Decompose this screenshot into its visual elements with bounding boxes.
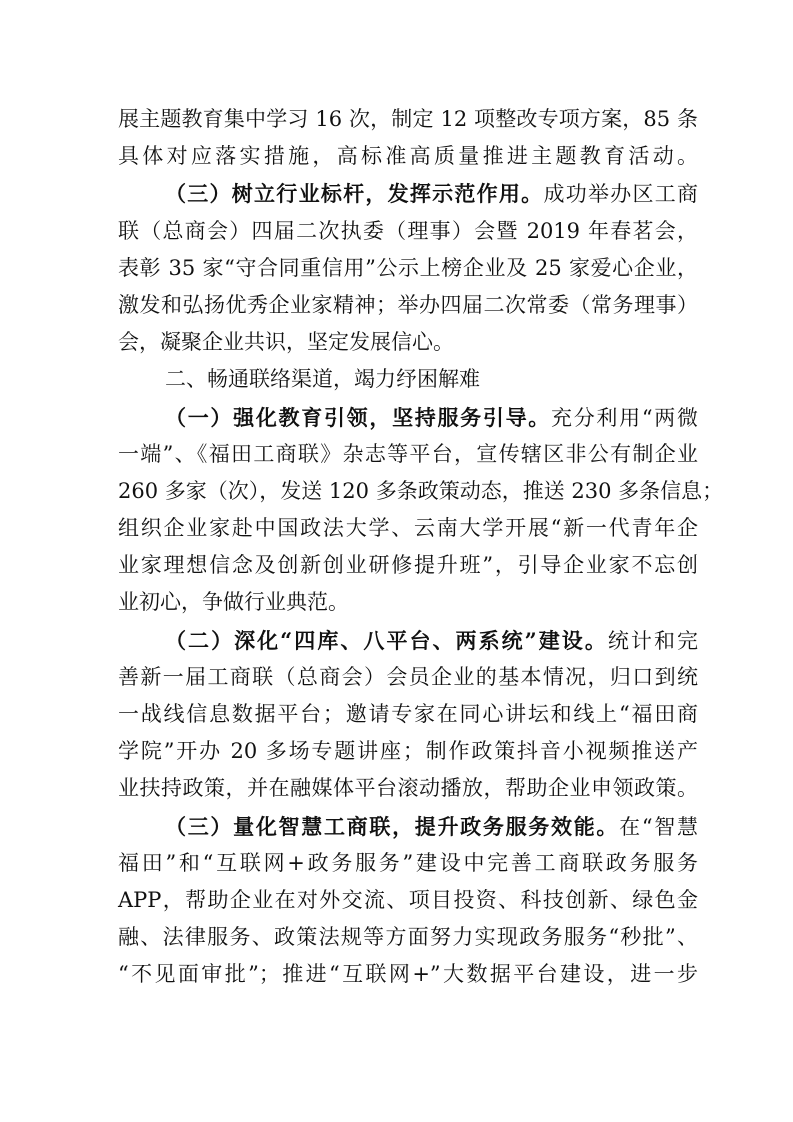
- line-text: 二、畅通联络渠道，竭力纾困解难: [165, 367, 480, 392]
- subsection-title: （二）深化“四库、八平台、两系统”建设。: [165, 627, 608, 653]
- line-text: 联（总商会）四届二次执委（理事）会暨 2019 年春茗会，: [118, 218, 698, 243]
- text-line: [118, 919, 698, 956]
- line-text: 成功举办区工商: [543, 182, 699, 207]
- line-text: 充分利用“两微: [551, 405, 698, 430]
- subsection-title: （一）强化教育引领，坚持服务引导。: [165, 404, 552, 430]
- text-line: [118, 696, 698, 733]
- text-line: [118, 770, 698, 807]
- text-line: [118, 399, 698, 436]
- line-text: 统计和完: [607, 628, 698, 653]
- text-line: [118, 622, 698, 659]
- text-line: [118, 101, 698, 138]
- line-text: 学院”开办 20 多场专题讲座；制作政策抖音小视频推送产: [118, 739, 698, 764]
- text-line: [118, 324, 698, 361]
- text-line: [118, 287, 698, 324]
- line-text: 业初心，争做行业典范。: [118, 590, 349, 615]
- line-text: 一端”、《福田工商联》杂志等平台，宣传辖区非公有制企业: [118, 441, 698, 466]
- line-text: 展主题教育集中学习 16 次，制定 12 项整改专项方案，85 条: [118, 107, 698, 131]
- text-line: [118, 808, 698, 845]
- line-text: 会，凝聚企业共识，坚定发展信心。: [118, 330, 454, 355]
- text-line: [118, 956, 698, 993]
- text-line: [118, 250, 698, 287]
- line-text: 组织企业家赴中国政法大学、云南大学开展“新一代青年企: [118, 516, 698, 541]
- document-page: [118, 101, 724, 994]
- text-line: [118, 733, 698, 770]
- subsection-title: （三）量化智慧工商联，提升政务服务效能。: [165, 813, 620, 839]
- text-line: [118, 845, 698, 882]
- text-line: [118, 138, 698, 175]
- line-text: 业家理想信念及创新创业研修提升班”，引导企业家不忘创: [118, 553, 698, 578]
- line-text: “不见面审批”；推进“互联网+”大数据平台建设，进一步: [118, 962, 698, 987]
- text-line: [118, 584, 698, 621]
- line-text: 激发和弘扬优秀企业家精神；举办四届二次常委（常务理事）: [118, 292, 698, 317]
- text-line: [118, 213, 698, 250]
- text-line: [118, 436, 698, 473]
- text-line: [118, 473, 724, 510]
- text-line: [118, 547, 698, 584]
- line-text: 福田”和“互联网+政务服务”建设中完善工商联政务服务: [118, 850, 698, 875]
- section-heading: [118, 361, 698, 398]
- text-line: [118, 175, 698, 212]
- text-line: [118, 510, 698, 547]
- subsection-title: （三）树立行业标杆，发挥示范作用。: [165, 181, 544, 207]
- line-text: 表彰 35 家“守合同重信用”公示上榜企业及 25 家爱心企业，: [118, 255, 698, 280]
- line-text: 260 多家（次），发送 120 多条政策动态，推送 230 多条信息；: [118, 478, 724, 503]
- line-text: 业扶持政策，并在融媒体平台滚动播放，帮助企业申领政策。: [118, 776, 698, 801]
- line-text: 具体对应落实措施，高标准高质量推进主题教育活动。: [118, 144, 698, 169]
- line-text: 善新一届工商联（总商会）会员企业的基本情况，归口到统: [118, 664, 698, 689]
- line-text: 一战线信息数据平台；邀请专家在同心讲坛和线上“福田商: [118, 702, 698, 726]
- text-line: [118, 659, 698, 696]
- text-line: [118, 882, 698, 919]
- line-text: 融、法律服务、政策法规等方面努力实现政务服务“秒批”、: [118, 925, 698, 950]
- line-text: 在“智慧: [619, 814, 698, 839]
- line-text: APP，帮助企业在对外交流、项目投资、科技创新、绿色金: [118, 887, 698, 912]
